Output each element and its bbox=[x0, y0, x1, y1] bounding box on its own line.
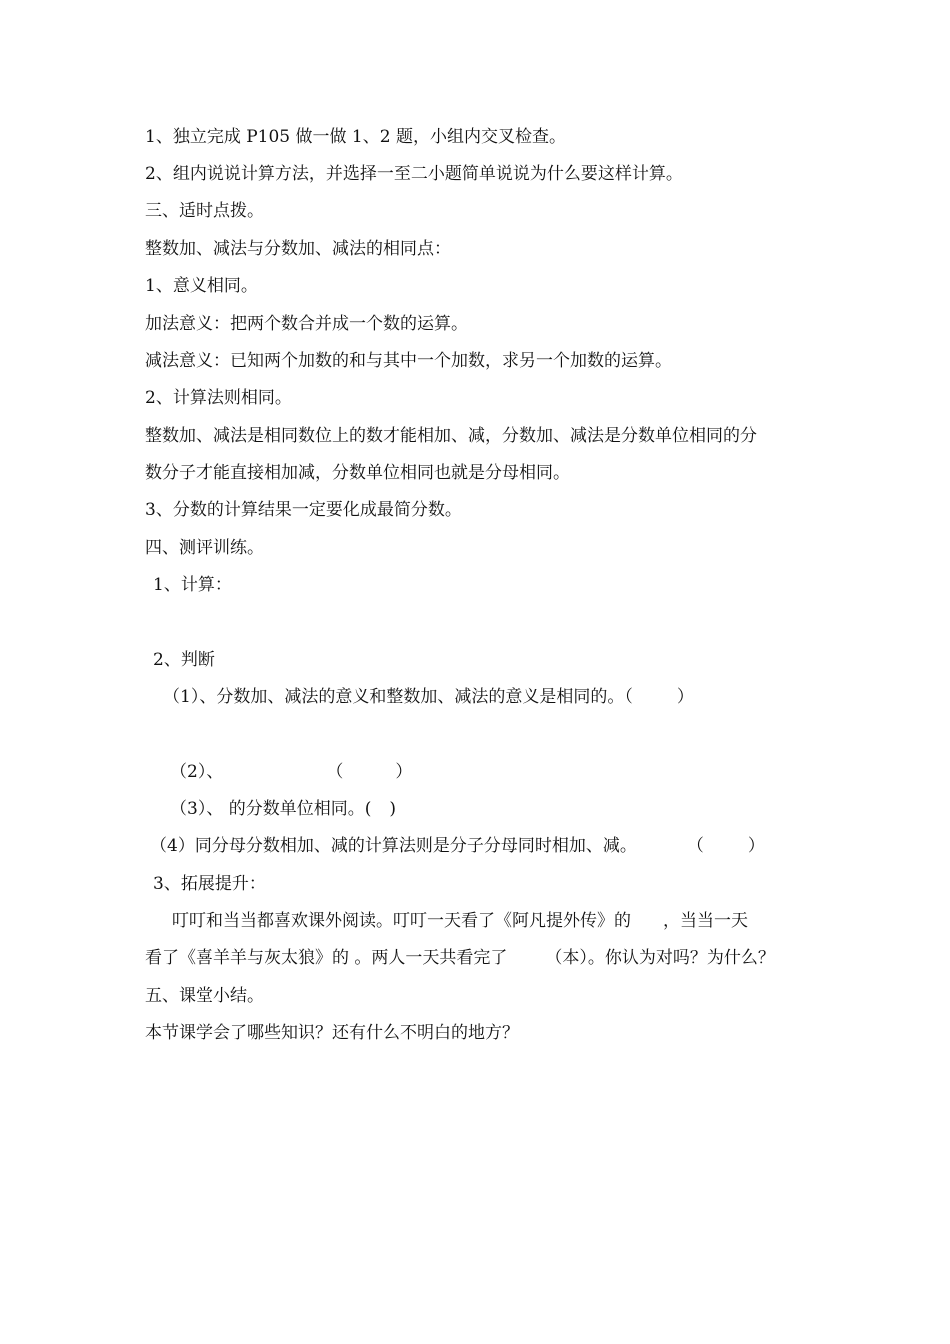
judge-item-4-open: （ bbox=[686, 836, 704, 856]
subtraction-meaning: 减法意义：已知两个加数的和与其中一个加数，求另一个加数的运算。 bbox=[145, 351, 672, 371]
judge-item-3-close: ) bbox=[389, 799, 396, 819]
judge-item-2-open: （ bbox=[326, 762, 344, 782]
point-1: 1、意义相同。 bbox=[145, 276, 258, 296]
point-2: 2、计算法则相同。 bbox=[145, 388, 292, 408]
task-extend: 3、拓展提升： bbox=[153, 874, 266, 894]
judge-item-3 bbox=[170, 797, 396, 821]
extend-line-2-text: 看了《喜羊羊与灰太狼》的 。两人一天共看完了 bbox=[145, 948, 508, 968]
judge-item-4 bbox=[150, 834, 765, 858]
step-2: 2、组内说说计算方法，并选择一至二小题简单说说为什么要这样计算。 bbox=[145, 164, 683, 184]
section-heading-5: 五、课堂小结。 bbox=[145, 986, 264, 1006]
point-3: 3、分数的计算结果一定要化成最简分数。 bbox=[145, 500, 462, 520]
judge-item-1-text: （1）、分数加、减法的意义和整数加、减法的意义是相同的。（ bbox=[163, 687, 633, 707]
extend-line-2 bbox=[145, 946, 775, 970]
judge-item-4-text: （4）同分母分数相加、减的计算法则是分子分母同时相加、减。 bbox=[150, 836, 637, 856]
paragraph-common-points: 整数加、减法与分数加、减法的相同点： bbox=[145, 239, 451, 259]
judge-item-3-text: （3）、 的分数单位相同。( bbox=[170, 799, 372, 819]
extend-line-1 bbox=[172, 909, 748, 933]
extend-line-1-text: 叮叮和当当都喜欢课外阅读。叮叮一天看了《阿凡提外传》的 bbox=[172, 911, 631, 931]
extend-line-1-tail: ，当当一天 bbox=[663, 911, 748, 931]
rule-line-2: 数分子才能直接相加减，分数单位相同也就是分母相同。 bbox=[145, 463, 570, 483]
addition-meaning: 加法意义：把两个数合并成一个数的运算。 bbox=[145, 314, 468, 334]
extend-line-2-tail: （本）。你认为对吗？为什么？ bbox=[545, 948, 775, 968]
task-calculate: 1、计算： bbox=[153, 575, 232, 595]
judge-item-1-close: ） bbox=[676, 687, 694, 707]
task-judge: 2、判断 bbox=[153, 650, 215, 670]
judge-item-2 bbox=[170, 760, 412, 784]
judge-item-2-close: ） bbox=[395, 762, 413, 782]
summary-question: 本节课学会了哪些知识？还有什么不明白的地方？ bbox=[145, 1023, 519, 1043]
rule-line-1: 整数加、减法是相同数位上的数才能相加、减，分数加、减法是分数单位相同的分 bbox=[145, 426, 757, 446]
section-heading-4: 四、测评训练。 bbox=[145, 538, 264, 558]
step-1: 1、独立完成 P105 做一做 1、2 题，小组内交叉检查。 bbox=[145, 127, 566, 147]
judge-item-4-close: ） bbox=[747, 836, 765, 856]
judge-item-2-text: （2）、 bbox=[170, 762, 224, 782]
judge-item-1 bbox=[163, 685, 694, 709]
section-heading-3: 三、适时点拨。 bbox=[145, 201, 264, 221]
